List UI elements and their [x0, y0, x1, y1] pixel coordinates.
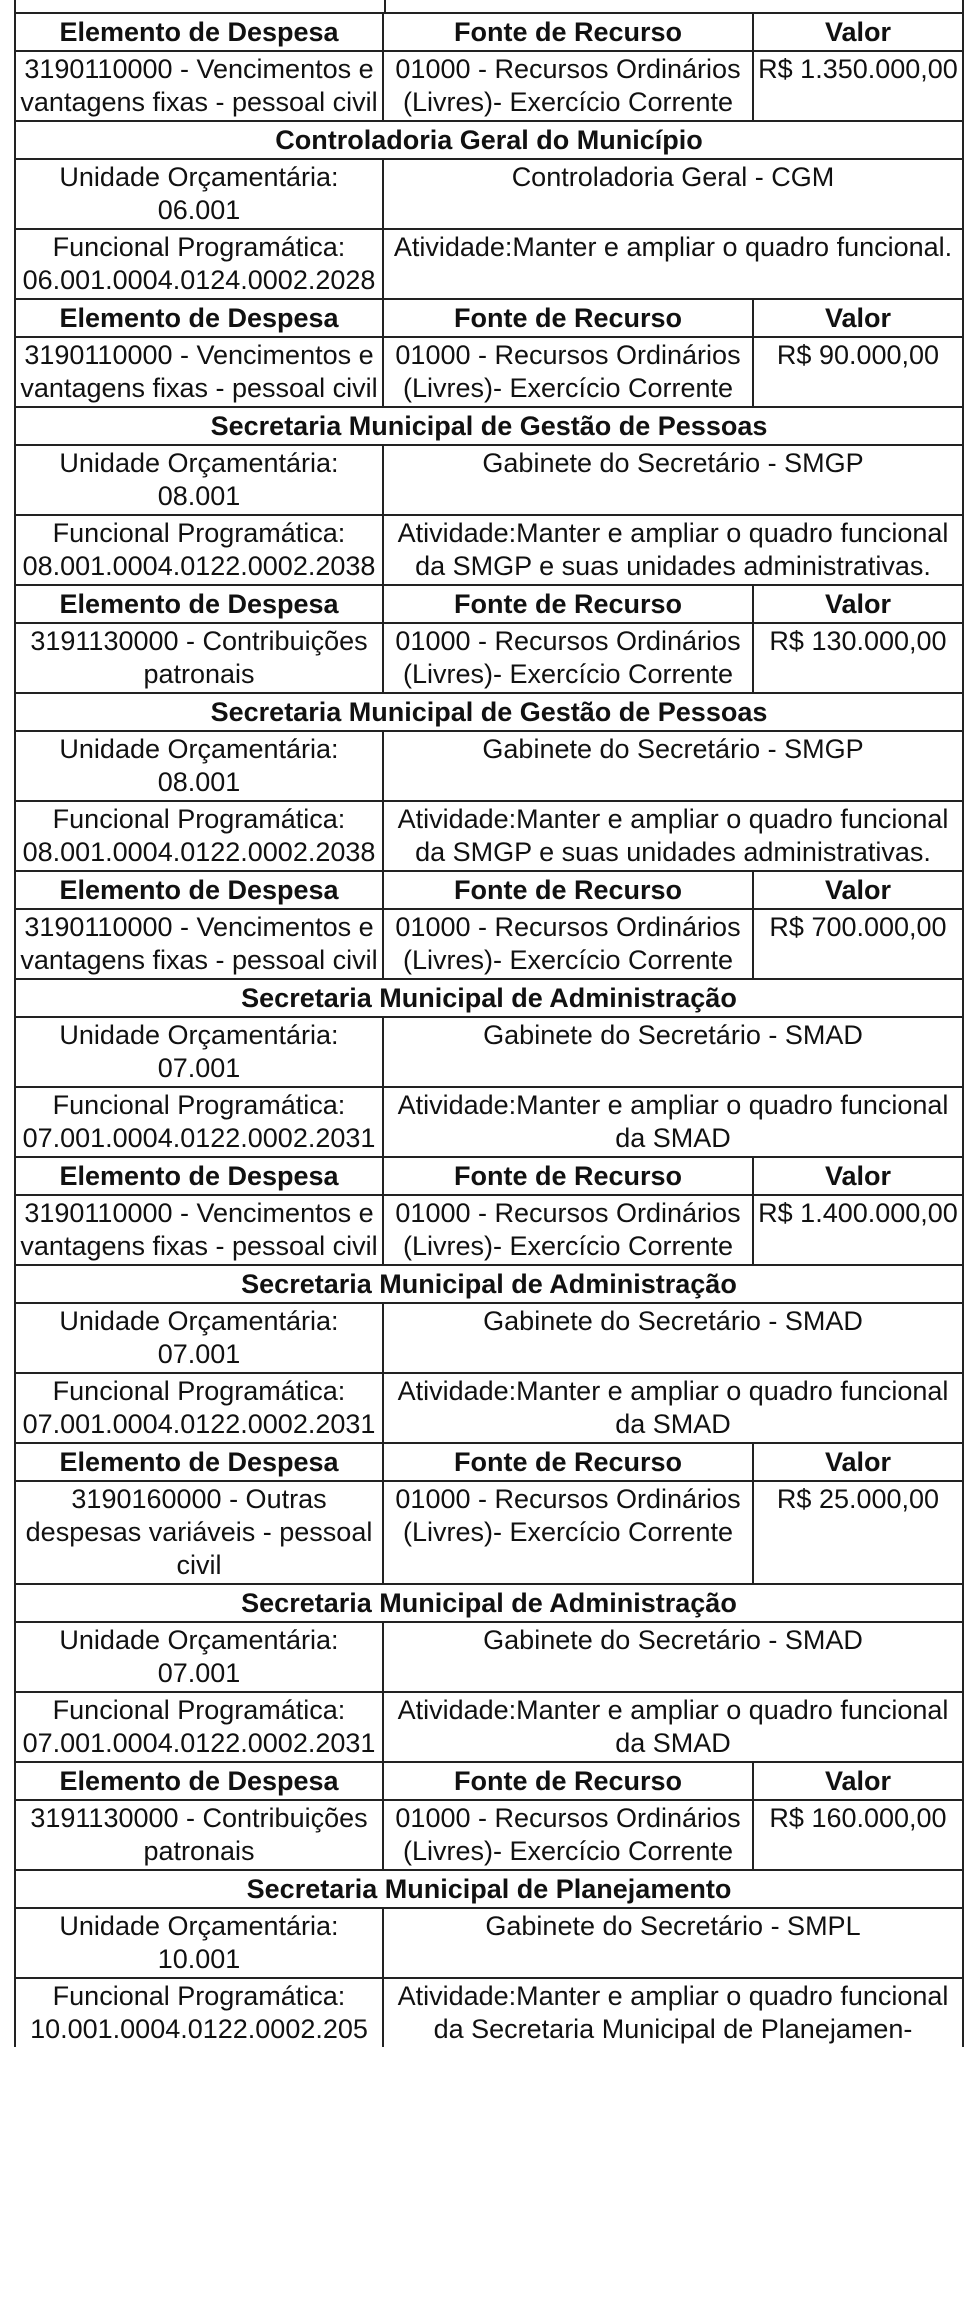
funcional-cell	[16, 1374, 384, 1442]
secretaria-row	[14, 408, 964, 446]
unidade-label: Unidade Orçamentária:	[59, 1020, 339, 1050]
fonte-value: 01000 - Recursos Ordinários (Livres)- Exercício Corrente	[384, 1196, 754, 1264]
header-elemento: Elemento de Despesa	[16, 14, 384, 50]
valor-value: R$ 1.400.000,00	[758, 1198, 958, 1228]
unidade-row	[14, 732, 964, 802]
header-fonte: Fonte de Recurso	[384, 1444, 754, 1480]
table-row	[14, 1196, 964, 1266]
funcional-row	[14, 1979, 964, 2047]
unidade-label: Unidade Orçamentária:	[59, 1625, 339, 1655]
funcional-codigo: 07.001.0004.0122.0002.2031	[22, 1728, 376, 1758]
unidade-nome: Controladoria Geral - CGM	[511, 162, 835, 192]
unidade-cell	[16, 446, 384, 514]
unidade-codigo: 08.001	[157, 481, 241, 511]
valor-value: R$ 90.000,00	[776, 340, 940, 370]
table-row	[14, 338, 964, 408]
unidade-cell	[16, 732, 384, 800]
secretaria-title: Secretaria Municipal de Administração	[241, 1588, 737, 1618]
funcional-row	[14, 1693, 964, 1763]
budget-document	[14, 0, 964, 2047]
funcional-cell	[16, 802, 384, 870]
funcional-row	[14, 516, 964, 586]
table-header-row	[14, 872, 964, 910]
table-header-row	[14, 586, 964, 624]
header-fonte: Fonte de Recurso	[384, 14, 754, 50]
table-header-row	[14, 1444, 964, 1482]
secretaria-row	[14, 1585, 964, 1623]
unidade-label: Unidade Orçamentária:	[59, 1306, 339, 1336]
table-row	[14, 1482, 964, 1585]
funcional-codigo: 06.001.0004.0124.0002.2028	[22, 265, 376, 295]
unidade-codigo: 07.001	[157, 1339, 241, 1369]
valor-value: R$ 160.000,00	[769, 1803, 947, 1833]
header-elemento: Elemento de Despesa	[16, 1158, 384, 1194]
valor-value: R$ 25.000,00	[776, 1484, 940, 1514]
allocation-blocks	[14, 122, 964, 1871]
funcional-codigo: 08.001.0004.0122.0002.2038	[22, 551, 376, 581]
funcional-label: Funcional Programática:	[52, 518, 346, 548]
funcional-label: Funcional Programática:	[52, 1981, 346, 2011]
unidade-row	[14, 1623, 964, 1693]
unidade-codigo: 07.001	[157, 1658, 241, 1688]
unidade-codigo: 06.001	[157, 195, 241, 225]
header-valor: Valor	[824, 589, 892, 619]
funcional-cell	[16, 1979, 384, 2047]
fonte-value: 01000 - Recursos Ordinários (Livres)- Exercício Corrente	[384, 1801, 754, 1869]
secretaria-row	[14, 694, 964, 732]
elemento-value: 3190110000 - Vencimentos e vantagens fixas - pessoal civil	[16, 338, 384, 406]
funcional-label: Funcional Programática:	[52, 1695, 346, 1725]
funcional-row	[14, 1088, 964, 1158]
funcional-cell	[16, 516, 384, 584]
unidade-nome: Gabinete do Secretário - SMGP	[482, 448, 864, 478]
funcional-codigo: 10.001.0004.0122.0002.205	[30, 2014, 368, 2044]
table-header-row	[14, 1763, 964, 1801]
unidade-cell	[16, 1909, 384, 1977]
unidade-nome: Gabinete do Secretário - SMPL	[485, 1911, 861, 1941]
funcional-cell	[16, 1693, 384, 1761]
unidade-row	[14, 1018, 964, 1088]
elemento-value: 3190160000 - Outras despesas variáveis - pessoal civil	[16, 1482, 384, 1583]
unidade-cell	[16, 1018, 384, 1086]
unidade-nome: Gabinete do Secretário - SMAD	[483, 1625, 863, 1655]
table-row	[14, 624, 964, 694]
secretaria-title: Secretaria Municipal de Administração	[241, 983, 737, 1013]
valor-value: R$ 700.000,00	[769, 912, 947, 942]
header-fonte: Fonte de Recurso	[384, 300, 754, 336]
secretaria-title: Secretaria Municipal de Planejamento	[246, 1874, 732, 1904]
valor-value: R$ 1.350.000,00	[758, 54, 958, 84]
header-fonte: Fonte de Recurso	[384, 872, 754, 908]
funcional-label: Funcional Programática:	[52, 804, 346, 834]
unidade-nome: Gabinete do Secretário - SMAD	[483, 1020, 863, 1050]
unidade-codigo: 10.001	[157, 1944, 241, 1974]
atividade-text: Atividade:Manter e ampliar o quadro funcional.	[393, 232, 953, 262]
header-elemento: Elemento de Despesa	[16, 1444, 384, 1480]
fonte-value: 01000 - Recursos Ordinários (Livres)- Exercício Corrente	[384, 624, 754, 692]
table-row	[14, 52, 964, 122]
header-valor: Valor	[824, 875, 892, 905]
table-row	[14, 1801, 964, 1871]
atividade-text: Atividade:Manter e ampliar o quadro funcional da SMGP e suas unidades administrativas.	[397, 804, 949, 867]
unidade-row	[14, 160, 964, 230]
funcional-label: Funcional Programática:	[52, 1090, 346, 1120]
unidade-row	[14, 446, 964, 516]
header-valor: Valor	[824, 17, 892, 47]
header-valor: Valor	[824, 1447, 892, 1477]
atividade-text: Atividade:Manter e ampliar o quadro funcional da SMAD	[397, 1090, 949, 1153]
header-valor: Valor	[824, 1161, 892, 1191]
elemento-value: 3190110000 - Vencimentos e vantagens fixas - pessoal civil	[16, 910, 384, 978]
unidade-label: Unidade Orçamentária:	[59, 734, 339, 764]
elemento-value: 3191130000 - Contribuições patronais	[16, 1801, 384, 1869]
header-valor: Valor	[824, 1766, 892, 1796]
table-continuation-stub	[14, 0, 964, 12]
unidade-row	[14, 1304, 964, 1374]
secretaria-title: Secretaria Municipal de Gestão de Pessoas	[210, 411, 768, 441]
unidade-nome: Gabinete do Secretário - SMGP	[482, 734, 864, 764]
table-header-row	[14, 12, 964, 52]
header-fonte: Fonte de Recurso	[384, 1158, 754, 1194]
secretaria-row	[14, 1266, 964, 1304]
secretaria-title: Secretaria Municipal de Gestão de Pessoas	[210, 697, 768, 727]
elemento-value: 3190110000 - Vencimentos e vantagens fixas - pessoal civil	[16, 52, 384, 120]
unidade-nome: Gabinete do Secretário - SMAD	[483, 1306, 863, 1336]
unidade-label: Unidade Orçamentária:	[59, 1911, 339, 1941]
valor-value: R$ 130.000,00	[769, 626, 947, 656]
header-elemento: Elemento de Despesa	[16, 1763, 384, 1799]
secretaria-row	[14, 1871, 964, 1909]
elemento-value: 3190110000 - Vencimentos e vantagens fixas - pessoal civil	[16, 1196, 384, 1264]
atividade-text: Atividade:Manter e ampliar o quadro funcional da SMGP e suas unidades administrativas.	[397, 518, 949, 581]
header-elemento: Elemento de Despesa	[16, 586, 384, 622]
unidade-cell	[16, 1304, 384, 1372]
secretaria-title: Controladoria Geral do Município	[275, 125, 703, 155]
atividade-text: Atividade:Manter e ampliar o quadro funcional da SMAD	[397, 1695, 949, 1758]
secretaria-row	[14, 122, 964, 160]
unidade-codigo: 08.001	[157, 767, 241, 797]
table-header-row	[14, 1158, 964, 1196]
atividade-text: Atividade:Manter e ampliar o quadro funcional da SMAD	[397, 1376, 949, 1439]
unidade-codigo: 07.001	[157, 1053, 241, 1083]
header-fonte: Fonte de Recurso	[384, 1763, 754, 1799]
elemento-value: 3191130000 - Contribuições patronais	[16, 624, 384, 692]
fonte-value: 01000 - Recursos Ordinários (Livres)- Exercício Corrente	[384, 910, 754, 978]
secretaria-title: Secretaria Municipal de Administração	[241, 1269, 737, 1299]
atividade-text: Atividade:Manter e ampliar o quadro funcional da Secretaria Municipal de Planejamen-	[397, 1981, 949, 2044]
funcional-row	[14, 802, 964, 872]
funcional-cell	[16, 230, 384, 298]
funcional-cell	[16, 1088, 384, 1156]
header-valor: Valor	[824, 303, 892, 333]
unidade-row	[14, 1909, 964, 1979]
unidade-cell	[16, 1623, 384, 1691]
fonte-value: 01000 - Recursos Ordinários (Livres)- Exercício Corrente	[384, 52, 754, 120]
unidade-label: Unidade Orçamentária:	[59, 448, 339, 478]
funcional-row	[14, 1374, 964, 1444]
funcional-label: Funcional Programática:	[52, 232, 346, 262]
unidade-label: Unidade Orçamentária:	[59, 162, 339, 192]
table-row	[14, 910, 964, 980]
funcional-codigo: 07.001.0004.0122.0002.2031	[22, 1123, 376, 1153]
funcional-row	[14, 230, 964, 300]
fonte-value: 01000 - Recursos Ordinários (Livres)- Exercício Corrente	[384, 338, 754, 406]
funcional-codigo: 07.001.0004.0122.0002.2031	[22, 1409, 376, 1439]
table-header-row	[14, 300, 964, 338]
secretaria-row	[14, 980, 964, 1018]
unidade-cell	[16, 160, 384, 228]
funcional-label: Funcional Programática:	[52, 1376, 346, 1406]
funcional-codigo: 08.001.0004.0122.0002.2038	[22, 837, 376, 867]
header-fonte: Fonte de Recurso	[384, 586, 754, 622]
header-elemento: Elemento de Despesa	[16, 872, 384, 908]
header-elemento: Elemento de Despesa	[16, 300, 384, 336]
fonte-value: 01000 - Recursos Ordinários (Livres)- Exercício Corrente	[384, 1482, 754, 1583]
